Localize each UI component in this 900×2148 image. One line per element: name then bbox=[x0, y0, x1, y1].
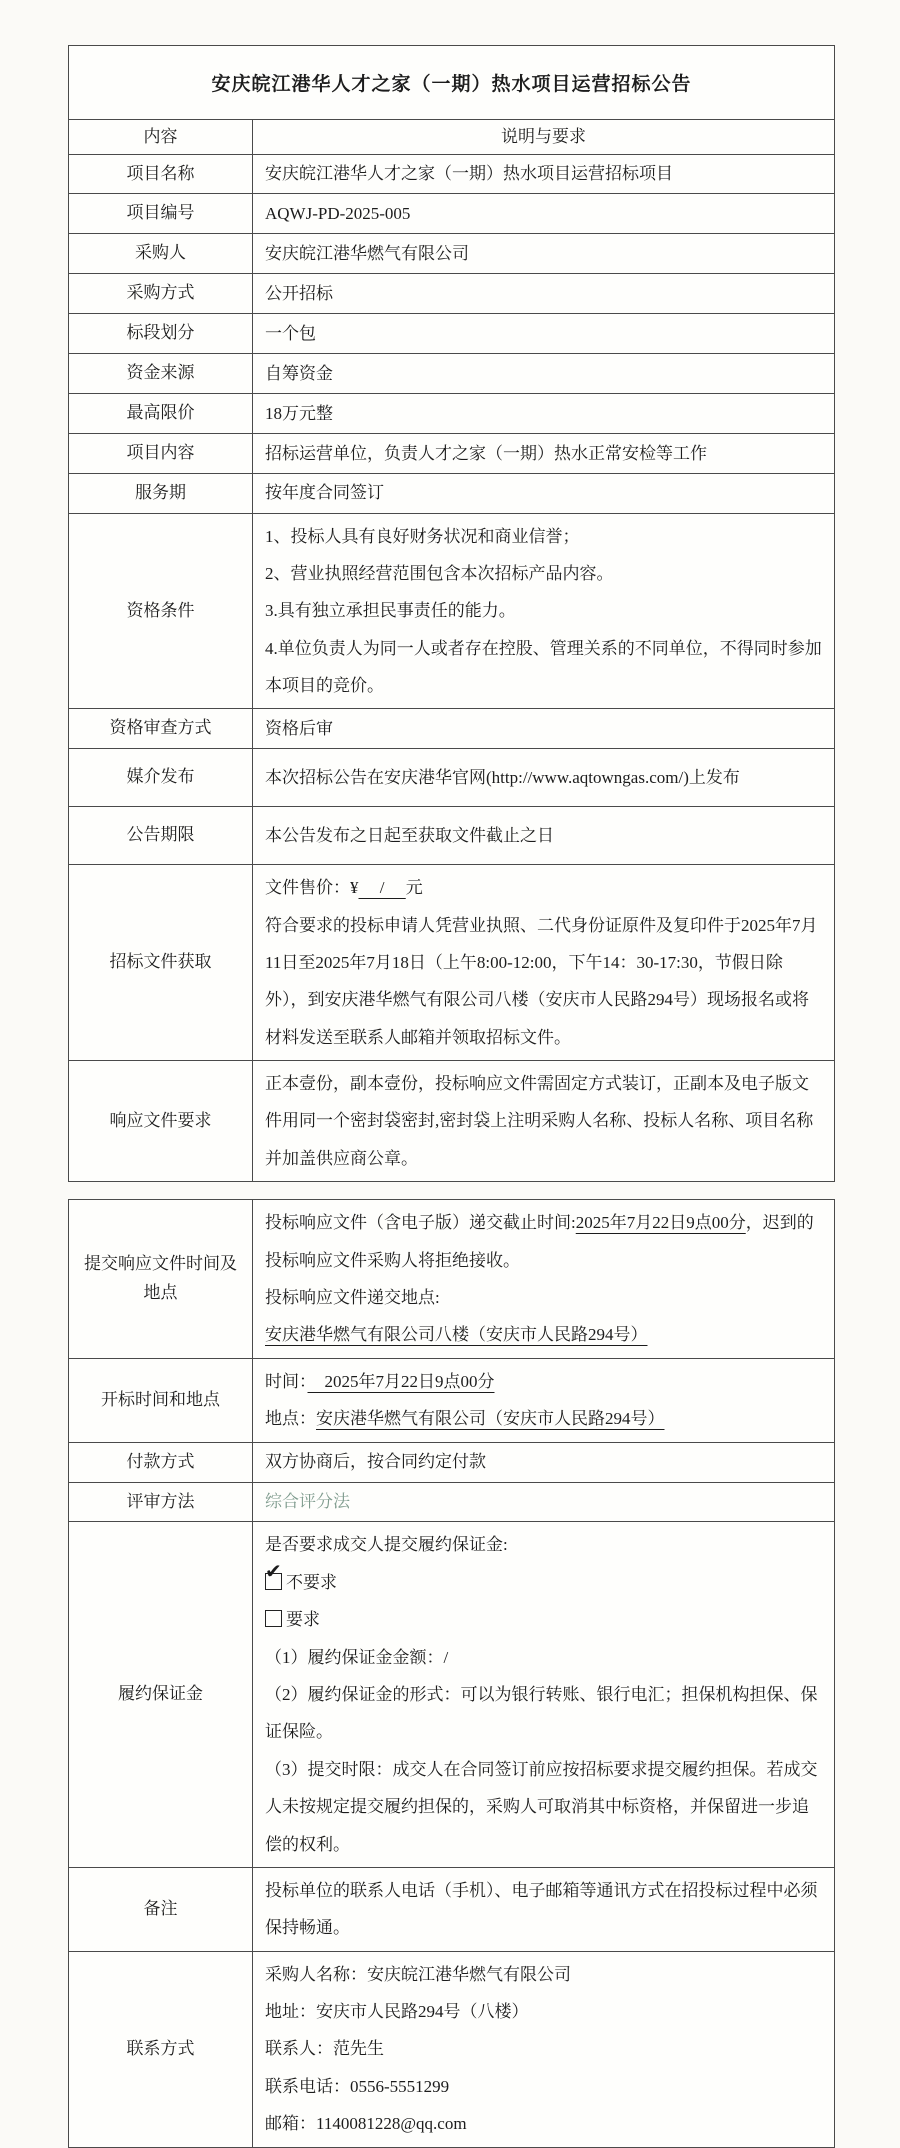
row-label: 付款方式 bbox=[69, 1442, 253, 1482]
row-value: 18万元整 bbox=[253, 393, 835, 433]
qualification-line: 4.单位负责人为同一人或者存在控股、管理关系的不同单位，不得同时参加本项目的竞价。 bbox=[265, 638, 822, 696]
row-value bbox=[253, 865, 835, 1061]
row-label: 项目名称 bbox=[69, 154, 253, 194]
row-label: 资金来源 bbox=[69, 353, 253, 393]
table-row-submission-time-place bbox=[69, 1200, 835, 1359]
row-value: 一个包 bbox=[253, 314, 835, 354]
checkbox-checked-icon: ✔ bbox=[265, 1573, 282, 1590]
row-label: 项目内容 bbox=[69, 433, 253, 473]
table-row-performance-bond bbox=[69, 1522, 835, 1868]
table-row-max-price bbox=[69, 393, 835, 433]
row-label: 最高限价 bbox=[69, 393, 253, 433]
row-value bbox=[253, 1522, 835, 1868]
checkbox-unchecked-icon bbox=[265, 1610, 282, 1627]
submission-deadline-underline: 2025年7月22日9点00分 bbox=[575, 1213, 746, 1233]
contact-line: 联系人：范先生 bbox=[265, 2039, 384, 2059]
submission-place-underline: 安庆港华燃气有限公司八楼（安庆市人民路294号） bbox=[265, 1325, 648, 1345]
table-row-media-publication bbox=[69, 749, 835, 807]
row-label: 开标时间和地点 bbox=[69, 1358, 253, 1442]
table-row-qualification bbox=[69, 513, 835, 709]
table-row-procurement-method bbox=[69, 274, 835, 314]
row-value: 按年度合同签订 bbox=[253, 473, 835, 513]
bond-required-line: 要求 bbox=[265, 1601, 822, 1638]
row-label: 公告期限 bbox=[69, 807, 253, 865]
row-label: 响应文件要求 bbox=[69, 1061, 253, 1182]
row-label: 联系方式 bbox=[69, 1951, 253, 2147]
row-value bbox=[253, 1951, 835, 2147]
row-value: 公开招标 bbox=[253, 274, 835, 314]
submission-deadline-line: 投标响应文件（含电子版）递交截止时间:2025年7月22日9点00分，迟到的投标响应文件采购人将拒绝接收。 bbox=[265, 1213, 814, 1270]
tender-announcement-table bbox=[68, 45, 835, 1182]
table-row-payment-method bbox=[69, 1442, 835, 1482]
row-label: 招标文件获取 bbox=[69, 865, 253, 1061]
contact-line: 邮箱：1140081228@qq.com bbox=[265, 2114, 467, 2134]
document-price-line: 文件售价：¥ / 元 bbox=[265, 878, 423, 898]
contact-line: 采购人名称：安庆皖江港华燃气有限公司 bbox=[265, 1964, 571, 1984]
row-label: 服务期 bbox=[69, 473, 253, 513]
row-label: 项目编号 bbox=[69, 194, 253, 234]
qualification-line: 1、投标人具有良好财务状况和商业信誉； bbox=[265, 526, 580, 546]
table-row-funding-source bbox=[69, 353, 835, 393]
bond-item: （1）履约保证金金额：/ bbox=[265, 1647, 449, 1667]
row-value: 综合评分法 bbox=[253, 1482, 835, 1522]
row-value: AQWJ-PD-2025-005 bbox=[253, 194, 835, 234]
table-row-evaluation-method bbox=[69, 1482, 835, 1522]
row-label: 采购方式 bbox=[69, 274, 253, 314]
row-value: 本公告发布之日起至获取文件截止之日 bbox=[253, 807, 835, 865]
opening-place-underline: 安庆港华燃气有限公司（安庆市人民路294号） bbox=[316, 1409, 665, 1429]
opening-place-line: 地点：安庆港华燃气有限公司（安庆市人民路294号） bbox=[265, 1409, 665, 1429]
table-row-opening-time-place bbox=[69, 1358, 835, 1442]
opening-time-line: 时间： 2025年7月22日9点00分 bbox=[265, 1371, 495, 1391]
row-label: 媒介发布 bbox=[69, 749, 253, 807]
table-row-response-document-requirements bbox=[69, 1061, 835, 1182]
row-label: 资格条件 bbox=[69, 513, 253, 709]
row-label: 标段划分 bbox=[69, 314, 253, 354]
table-row-project-name bbox=[69, 154, 835, 194]
row-value: 安庆皖江港华燃气有限公司 bbox=[253, 234, 835, 274]
row-value: 自筹资金 bbox=[253, 353, 835, 393]
row-value: 投标单位的联系人电话（手机）、电子邮箱等通讯方式在招投标过程中必须保持畅通。 bbox=[253, 1867, 835, 1951]
row-label: 采购人 bbox=[69, 234, 253, 274]
table-row-document-acquisition bbox=[69, 865, 835, 1061]
row-value bbox=[253, 513, 835, 709]
contact-line: 地址：安庆市人民路294号（八楼） bbox=[265, 2002, 529, 2022]
table-row-lot-division bbox=[69, 314, 835, 354]
table-row-announcement-period bbox=[69, 807, 835, 865]
submission-place-line: 投标响应文件递交地点:安庆港华燃气有限公司八楼（安庆市人民路294号） bbox=[265, 1288, 648, 1345]
table-row-contact-info bbox=[69, 1951, 835, 2147]
table-row-service-period bbox=[69, 473, 835, 513]
row-label: 备注 bbox=[69, 1867, 253, 1951]
row-value: 资格后审 bbox=[253, 709, 835, 749]
row-label: 资格审查方式 bbox=[69, 709, 253, 749]
price-blank-underline: / bbox=[358, 878, 406, 898]
table-row-qualification-review bbox=[69, 709, 835, 749]
table-row-remark bbox=[69, 1867, 835, 1951]
row-value: 双方协商后，按合同约定付款 bbox=[253, 1442, 835, 1482]
qualification-line: 2、营业执照经营范围包含本次招标产品内容。 bbox=[265, 563, 614, 583]
row-value: 安庆皖江港华人才之家（一期）热水项目运营招标项目 bbox=[253, 154, 835, 194]
table-row-purchaser bbox=[69, 234, 835, 274]
row-label: 履约保证金 bbox=[69, 1522, 253, 1868]
title-row bbox=[69, 46, 835, 120]
column-header-row bbox=[69, 120, 835, 155]
row-label: 评审方法 bbox=[69, 1482, 253, 1522]
page-title: 安庆皖江港华人才之家（一期）热水项目运营招标公告 bbox=[69, 46, 835, 120]
column-header-requirements: 说明与要求 bbox=[253, 120, 835, 155]
row-label: 提交响应文件时间及地点 bbox=[69, 1200, 253, 1359]
column-header-content: 内容 bbox=[69, 120, 253, 155]
row-value: 正本壹份，副本壹份，投标响应文件需固定方式装订，正副本及电子版文件用同一个密封袋密封,密封袋上注明采购人名称、投标人名称、项目名称并加盖供应商公章。 bbox=[253, 1061, 835, 1182]
document-acquisition-paragraph: 符合要求的投标申请人凭营业执照、二代身份证原件及复印件于2025年7月11日至2025年7月18日（上午8:00-12:00，下午14：30-17:30，节假日除外），到安庆港华燃气有限公司八楼（安庆市人民路294号）现场报名或将材料发送至联系人邮箱并领取招标文件。 bbox=[265, 915, 818, 1047]
row-value: 本次招标公告在安庆港华官网(http://www.aqtowngas.com/)上发布 bbox=[253, 749, 835, 807]
qualification-line: 3.具有独立承担民事责任的能力。 bbox=[265, 601, 516, 621]
tender-details-table bbox=[68, 1199, 835, 2147]
table-row-project-number bbox=[69, 194, 835, 234]
bond-item: （2）履约保证金的形式：可以为银行转账、银行电汇；担保机构担保、保证保险。 bbox=[265, 1684, 818, 1742]
row-value bbox=[253, 1200, 835, 1359]
opening-time-underline: 2025年7月22日9点00分 bbox=[307, 1371, 495, 1391]
bond-not-required-line: ✔ 不要求 bbox=[265, 1558, 337, 1592]
bond-item: （3）提交时限：成交人在合同签订前应按招标要求提交履约担保。若成交人未按规定提交履约担保的，采购人可取消其中标资格，并保留进一步追偿的权利。 bbox=[265, 1759, 818, 1854]
row-value: 招标运营单位，负责人才之家（一期）热水正常安检等工作 bbox=[253, 433, 835, 473]
bond-question-line: 是否要求成交人提交履约保证金: bbox=[265, 1535, 508, 1555]
contact-line: 联系电话：0556-5551299 bbox=[265, 2076, 450, 2096]
table-row-project-content bbox=[69, 433, 835, 473]
row-value bbox=[253, 1358, 835, 1442]
